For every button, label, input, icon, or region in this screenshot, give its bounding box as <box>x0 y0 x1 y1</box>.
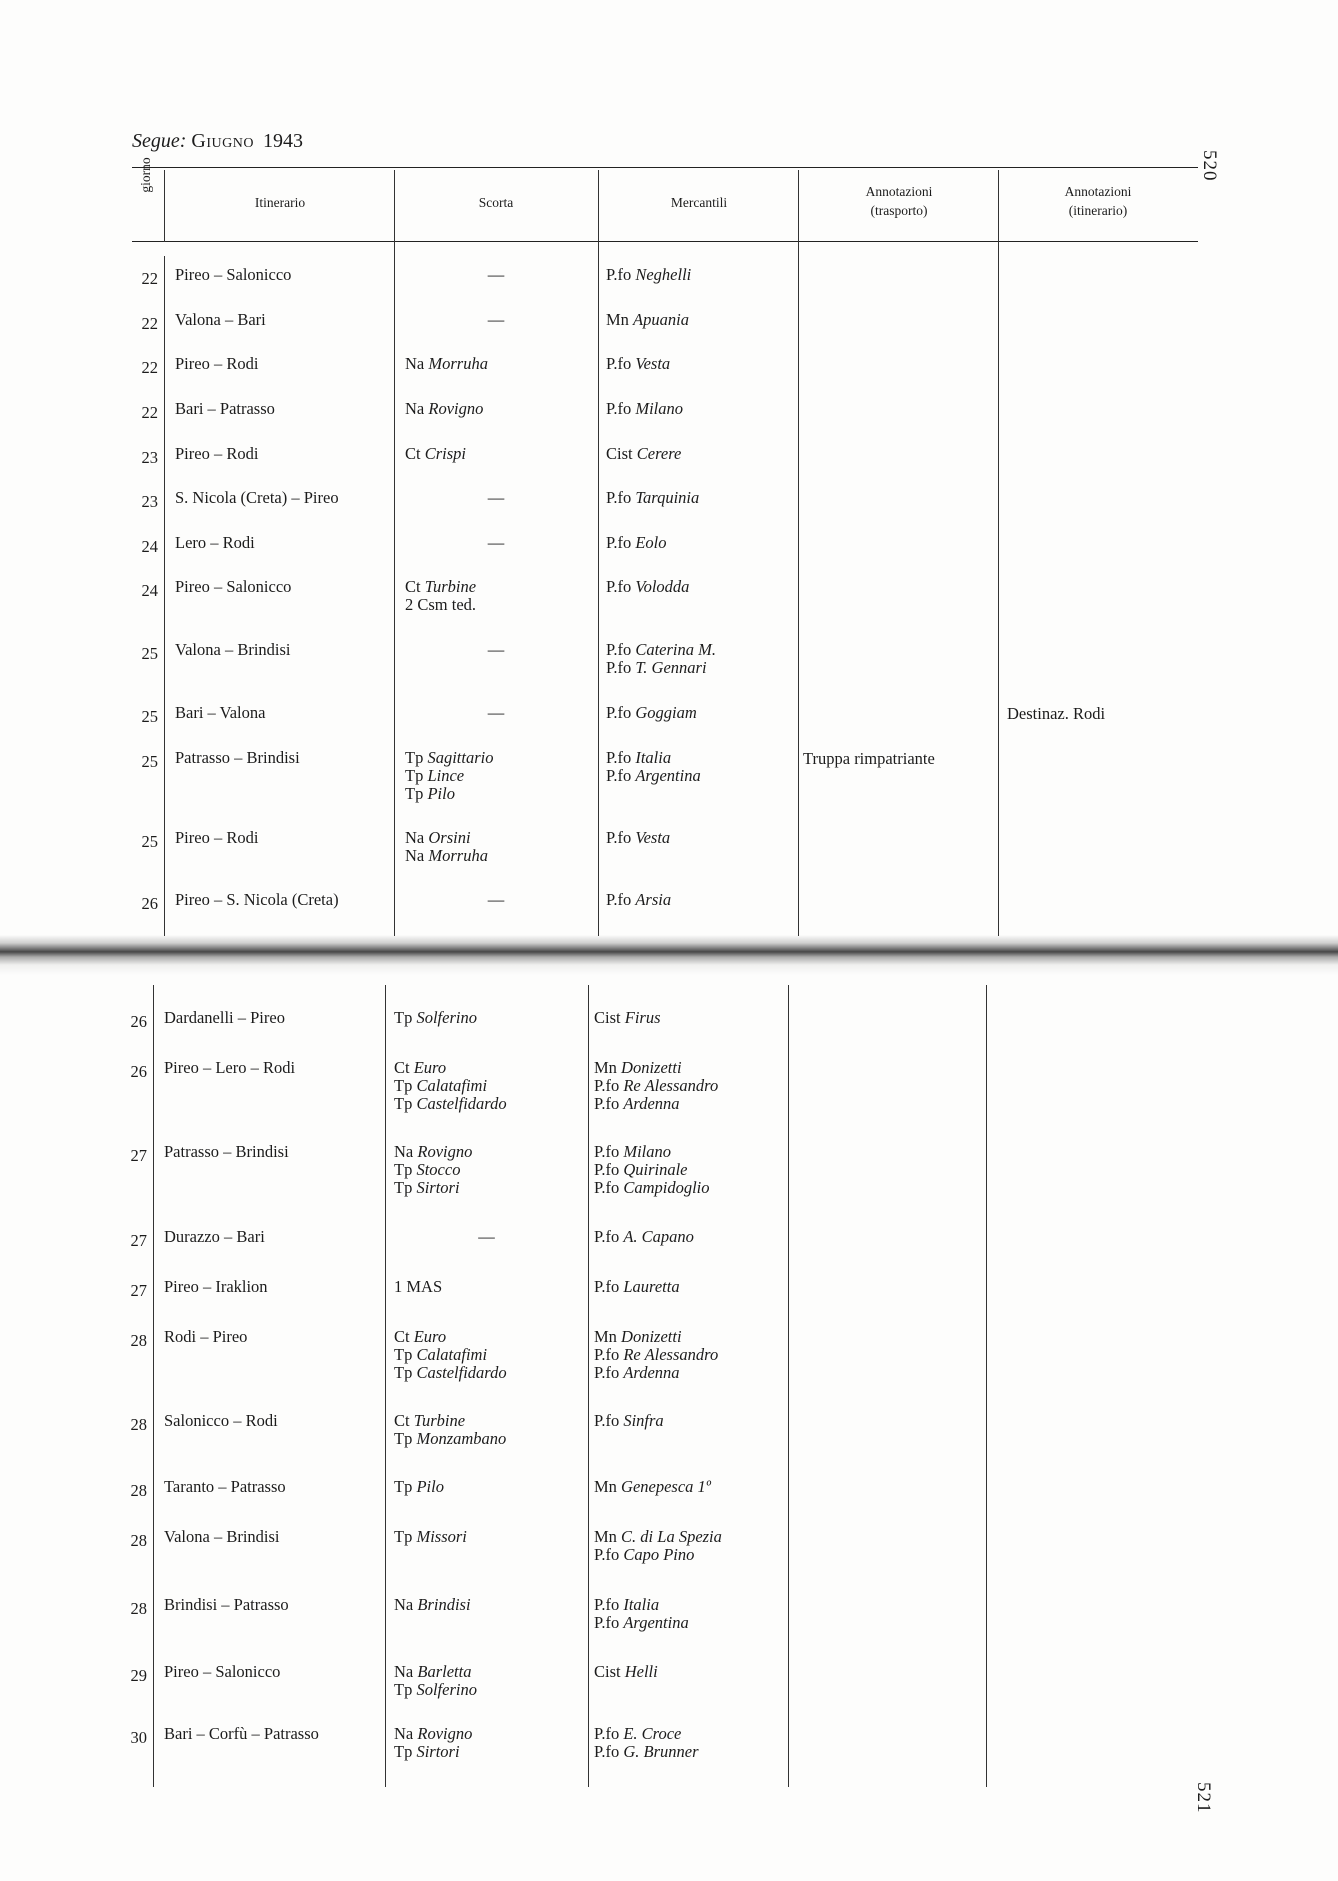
ship-name: Castelfidardo <box>416 1094 507 1113</box>
ship-type: Na <box>394 1724 414 1743</box>
ship-name: Re Alessandro <box>623 1345 719 1364</box>
ship-type: Mn <box>594 1477 617 1496</box>
ship-type: Tp <box>405 784 424 803</box>
row-day: 28 <box>130 1415 147 1434</box>
ship-name: Missori <box>416 1527 467 1546</box>
mercantile-line <box>606 266 691 284</box>
row-itinerario: Dardanelli – Pireo <box>164 1008 285 1027</box>
ship-type: Tp <box>394 1094 413 1113</box>
column-divider <box>588 985 589 1787</box>
scorta-line <box>405 578 476 596</box>
scorta-line <box>394 1663 471 1681</box>
ship-name: E. Croce <box>623 1724 682 1743</box>
ship-name: Campidoglio <box>623 1178 710 1197</box>
header-annotazioni-itinerario-line1: Annotazioni <box>1064 184 1132 199</box>
ship-type: P.fo <box>606 577 632 596</box>
ship-type: Tp <box>394 1429 413 1448</box>
ship-name: Barletta <box>417 1662 472 1681</box>
ship-type: Tp <box>394 1477 413 1496</box>
row-day: 23 <box>141 492 158 511</box>
scorta-line <box>405 355 488 373</box>
scorta-line <box>394 1095 507 1113</box>
row-itinerario: Rodi – Pireo <box>164 1327 248 1346</box>
ship-name: Turbine <box>413 1411 466 1430</box>
mercantile-line <box>594 1596 659 1614</box>
mercantile-line <box>594 1364 680 1382</box>
ship-type: P.fo <box>594 1613 620 1632</box>
header-scorta: Scorta <box>478 195 514 210</box>
ship-name: Volodda <box>635 577 690 596</box>
ship-type: Na <box>394 1142 414 1161</box>
column-divider <box>598 170 599 936</box>
scorta-line <box>394 1059 446 1077</box>
mercantile-line <box>594 1228 694 1246</box>
ship-name: Orsini <box>428 828 471 847</box>
mercantile-line <box>594 1743 699 1761</box>
row-day: 28 <box>130 1599 147 1618</box>
row-day: 27 <box>130 1231 147 1250</box>
ship-name: Milano <box>623 1142 672 1161</box>
scorta-line <box>405 847 488 865</box>
ship-name: Crispi <box>424 444 466 463</box>
scorta-line <box>405 749 493 767</box>
ship-name: Re Alessandro <box>623 1076 719 1095</box>
row-itinerario: Salonicco – Rodi <box>164 1411 278 1430</box>
scorta-line <box>394 1725 472 1743</box>
ship-type: P.fo <box>606 658 632 677</box>
row-day: 26 <box>130 1012 147 1031</box>
ship-name: Calatafimi <box>416 1345 488 1364</box>
mercantile-line <box>606 767 701 785</box>
ship-name: Capo Pino <box>623 1545 695 1564</box>
ship-name: Caterina M. <box>635 640 717 659</box>
ship-type: P.fo <box>606 533 632 552</box>
row-day: 22 <box>141 358 158 377</box>
ship-name: Pilo <box>416 1477 444 1496</box>
scorta-line <box>394 1743 460 1761</box>
empty-dash: — <box>487 640 505 659</box>
ship-name: Solferino <box>416 1008 477 1027</box>
scorta-line <box>394 1596 471 1614</box>
ship-type: Cist <box>594 1008 621 1027</box>
scorta-line <box>405 445 466 463</box>
scorta-line <box>394 1328 446 1346</box>
empty-dash: — <box>487 533 505 552</box>
row-day: 22 <box>141 403 158 422</box>
empty-dash: — <box>487 265 505 284</box>
scorta-line <box>394 1009 477 1027</box>
ship-name: Sirtori <box>416 1742 460 1761</box>
ship-type: Tp <box>394 1008 413 1027</box>
mercantile-line <box>606 355 670 373</box>
ship-name: G. Brunner <box>623 1742 699 1761</box>
ship-name: Calatafimi <box>416 1076 488 1095</box>
scorta-line <box>394 1364 507 1382</box>
ship-name: Turbine <box>424 577 477 596</box>
mercantile-line <box>594 1095 680 1113</box>
row-day: 25 <box>141 644 158 663</box>
column-divider <box>164 170 165 242</box>
header-itinerario: Itinerario <box>254 195 306 210</box>
ship-name: Pilo <box>427 784 455 803</box>
ship-name: Sirtori <box>416 1178 460 1197</box>
ship-name: Monzambano <box>416 1429 507 1448</box>
ship-name: C. di La Spezia <box>621 1527 722 1546</box>
ship-type: P.fo <box>606 354 632 373</box>
ship-type: P.fo <box>606 766 632 785</box>
ship-name: Donizetti <box>621 1327 682 1346</box>
row-day: 28 <box>130 1331 147 1350</box>
row-day: 28 <box>130 1481 147 1500</box>
ship-name: Euro <box>413 1327 447 1346</box>
ship-name: Brindisi <box>417 1595 471 1614</box>
row-itinerario: Bari – Valona <box>175 703 266 722</box>
mercantile-line <box>594 1059 682 1077</box>
ship-name: Argentina <box>635 766 701 785</box>
header-annotazioni-trasporto-line2: (trasporto) <box>870 203 928 218</box>
header-annotazioni-trasporto <box>800 182 998 220</box>
row-day: 24 <box>141 581 158 600</box>
page-number-top: 520 <box>1199 150 1220 182</box>
ship-type: Mn <box>594 1527 617 1546</box>
ship-type: Tp <box>405 748 424 767</box>
row-itinerario: Pireo – Salonicco <box>175 577 292 596</box>
header-mercantili: Mercantili <box>670 195 728 210</box>
ship-name: Goggiam <box>635 703 697 722</box>
mercantile-line <box>594 1663 658 1681</box>
row-itinerario: Valona – Bari <box>175 310 266 329</box>
mercantile-line <box>606 891 671 909</box>
mercantile-line <box>594 1143 671 1161</box>
scorta-line <box>405 829 471 847</box>
row-itinerario: Valona – Brindisi <box>164 1527 280 1546</box>
mercantile-line <box>606 749 671 767</box>
ship-name: Sinfra <box>623 1411 664 1430</box>
row-itinerario: Pireo – Rodi <box>175 354 259 373</box>
row-itinerario: Pireo – Salonicco <box>164 1662 281 1681</box>
scorta-line <box>394 1077 487 1095</box>
ship-name: Italia <box>635 748 672 767</box>
row-itinerario: Pireo – Rodi <box>175 444 259 463</box>
column-divider <box>153 985 154 1787</box>
empty-dash: — <box>487 703 505 722</box>
ship-name: Quirinale <box>623 1160 688 1179</box>
row-day: 25 <box>141 832 158 851</box>
mercantile-line <box>606 489 699 507</box>
ship-name: Castelfidardo <box>416 1363 507 1382</box>
ship-name: Donizetti <box>621 1058 682 1077</box>
row-itinerario: Patrasso – Brindisi <box>175 748 300 767</box>
row-itinerario: Bari – Corfù – Patrasso <box>164 1724 319 1743</box>
row-day: 25 <box>141 707 158 726</box>
scorta-line <box>405 596 476 614</box>
row-itinerario: Pireo – Lero – Rodi <box>164 1058 296 1077</box>
scorta-line <box>394 1681 477 1699</box>
row-itinerario: Lero – Rodi <box>175 533 255 552</box>
ship-type: Ct <box>394 1411 410 1430</box>
mercantile-line <box>594 1077 718 1095</box>
column-divider <box>164 256 165 936</box>
row-day: 30 <box>130 1728 147 1747</box>
ship-name: Ardenna <box>623 1363 680 1382</box>
ship-type: P.fo <box>594 1363 620 1382</box>
scorta-line <box>394 1430 506 1448</box>
row-itinerario: Taranto – Patrasso <box>164 1477 286 1496</box>
ship-type: P.fo <box>594 1178 620 1197</box>
ship-type: P.fo <box>594 1094 620 1113</box>
ship-type: P.fo <box>606 828 632 847</box>
ship-name: Vesta <box>635 828 671 847</box>
ship-name: Apuania <box>633 310 689 329</box>
mercantile-line <box>606 704 697 722</box>
ship-name: Eolo <box>635 533 667 552</box>
ship-name: Helli <box>624 1662 658 1681</box>
ship-type: Tp <box>394 1076 413 1095</box>
ship-type: P.fo <box>606 265 632 284</box>
ship-type: P.fo <box>606 748 632 767</box>
ship-type: 2 Csm ted. <box>405 595 477 614</box>
ship-type: Cist <box>606 444 633 463</box>
mercantile-line <box>594 1328 682 1346</box>
row-itinerario: S. Nicola (Creta) – Pireo <box>175 488 339 507</box>
ship-type: Tp <box>394 1363 413 1382</box>
ship-name: Milano <box>635 399 684 418</box>
mercantile-line <box>606 659 707 677</box>
ship-type: Tp <box>394 1527 413 1546</box>
mercantile-line <box>606 400 683 418</box>
ship-type: Tp <box>394 1178 413 1197</box>
mercantile-line <box>594 1278 680 1296</box>
ship-type: P.fo <box>606 703 632 722</box>
ship-type: Tp <box>394 1680 413 1699</box>
ship-type: Na <box>394 1662 414 1681</box>
scorta-line <box>405 767 464 785</box>
row-itinerario: Bari – Patrasso <box>175 399 275 418</box>
scorta-line <box>394 1346 487 1364</box>
mercantile-line <box>594 1179 710 1197</box>
ship-name: Firus <box>624 1008 661 1027</box>
ship-type: P.fo <box>606 488 632 507</box>
ship-name: Argentina <box>623 1613 689 1632</box>
ship-type: Tp <box>405 766 424 785</box>
ship-type: 1 MAS <box>394 1277 443 1296</box>
page-number-bottom: 521 <box>1193 1782 1214 1814</box>
scorta-line <box>394 1143 472 1161</box>
ship-type: Ct <box>394 1058 410 1077</box>
mercantile-line <box>594 1725 681 1743</box>
row-day: 26 <box>130 1062 147 1081</box>
ship-type: P.fo <box>594 1595 620 1614</box>
ship-name: Lauretta <box>623 1277 680 1296</box>
ship-name: Italia <box>623 1595 660 1614</box>
row-itinerario: Patrasso – Brindisi <box>164 1142 289 1161</box>
ship-type: P.fo <box>594 1724 620 1743</box>
row-itinerario: Valona – Brindisi <box>175 640 291 659</box>
ship-type: Na <box>394 1595 414 1614</box>
ship-type: Na <box>405 846 425 865</box>
ship-type: Ct <box>405 444 421 463</box>
header-giorno: giorno <box>138 157 153 193</box>
ship-name: A. Capano <box>623 1227 694 1246</box>
empty-dash: — <box>487 890 505 909</box>
ship-type: Mn <box>606 310 629 329</box>
row-itinerario: Brindisi – Patrasso <box>164 1595 289 1614</box>
ship-name: T. Gennari <box>635 658 707 677</box>
ship-name: Morruha <box>428 354 488 373</box>
row-day: 23 <box>141 448 158 467</box>
ship-type: Na <box>405 828 425 847</box>
ship-name: Rovigno <box>428 399 484 418</box>
row-day: 22 <box>141 314 158 333</box>
header-annotazioni-itinerario <box>998 182 1198 220</box>
ship-type: Ct <box>394 1327 410 1346</box>
column-divider <box>798 170 799 936</box>
heading-segue: Segue: <box>132 130 187 152</box>
ship-type: P.fo <box>594 1142 620 1161</box>
column-divider <box>394 170 395 936</box>
ship-type: Tp <box>394 1742 413 1761</box>
empty-dash: — <box>478 1227 495 1246</box>
scorta-line <box>405 400 483 418</box>
heading-month: Giugno <box>191 130 254 152</box>
row-itinerario: Pireo – Rodi <box>175 828 259 847</box>
ship-type: Tp <box>394 1345 413 1364</box>
row-day: 28 <box>130 1531 147 1550</box>
column-divider <box>998 170 999 936</box>
row-day: 22 <box>141 269 158 288</box>
ship-name: Rovigno <box>417 1724 473 1743</box>
mercantile-line <box>606 641 716 659</box>
scorta-line <box>394 1412 465 1430</box>
column-divider <box>788 985 789 1787</box>
ship-type: P.fo <box>594 1160 620 1179</box>
row-itinerario: Pireo – Salonicco <box>175 265 292 284</box>
heading-year: 1943 <box>262 130 303 152</box>
mercantile-line <box>606 829 670 847</box>
empty-dash: — <box>487 488 505 507</box>
ship-name: Tarquinia <box>635 488 700 507</box>
row-day: 26 <box>141 894 158 913</box>
ship-type: Ct <box>405 577 421 596</box>
mercantile-line <box>594 1614 689 1632</box>
scorta-line <box>394 1278 442 1296</box>
ship-name: Morruha <box>428 846 488 865</box>
row-day: 27 <box>130 1146 147 1165</box>
column-divider <box>385 985 386 1787</box>
row-itinerario: Pireo – Iraklion <box>164 1277 268 1296</box>
ship-name: Rovigno <box>417 1142 473 1161</box>
ship-name: Arsia <box>635 890 672 909</box>
scorta-line <box>394 1161 460 1179</box>
header-bottom-rule <box>132 241 1198 242</box>
scorta-line <box>394 1179 460 1197</box>
ship-type: P.fo <box>606 640 632 659</box>
ship-type: P.fo <box>594 1076 620 1095</box>
ship-name: Cerere <box>636 444 682 463</box>
empty-dash: — <box>487 310 505 329</box>
row-day: 25 <box>141 752 158 771</box>
scorta-line <box>405 785 455 803</box>
ship-type: Mn <box>594 1327 617 1346</box>
page-fold <box>0 935 1338 975</box>
header-annotazioni-itinerario-line2: (itinerario) <box>1068 203 1128 218</box>
mercantile-line <box>606 578 689 596</box>
mercantile-line <box>606 445 681 463</box>
annotazione-trasporto: Truppa rimpatriante <box>803 749 935 768</box>
scorta-line <box>394 1528 467 1546</box>
ship-name: Neghelli <box>635 265 692 284</box>
row-day: 27 <box>130 1281 147 1300</box>
mercantile-line <box>606 534 667 552</box>
mercantile-line <box>594 1009 661 1027</box>
ship-name: Stocco <box>416 1160 461 1179</box>
ship-type: P.fo <box>606 890 632 909</box>
ship-type: P.fo <box>594 1227 620 1246</box>
ship-name: Euro <box>413 1058 447 1077</box>
ship-type: P.fo <box>594 1742 620 1761</box>
mercantile-line <box>594 1528 722 1546</box>
mercantile-line <box>594 1546 694 1564</box>
ship-type: P.fo <box>594 1345 620 1364</box>
ship-type: Cist <box>594 1662 621 1681</box>
ship-type: P.fo <box>594 1277 620 1296</box>
ship-name: Vesta <box>635 354 671 373</box>
mercantile-line <box>594 1346 718 1364</box>
mercantile-line <box>594 1412 664 1430</box>
ship-type: P.fo <box>594 1411 620 1430</box>
ship-name: Genepesca 1º <box>621 1477 711 1496</box>
ship-type: Na <box>405 399 425 418</box>
row-itinerario: Durazzo – Bari <box>164 1227 265 1246</box>
ship-type: Mn <box>594 1058 617 1077</box>
column-divider <box>986 985 987 1787</box>
scorta-line <box>394 1478 444 1496</box>
row-day: 29 <box>130 1666 147 1685</box>
ship-name: Lince <box>427 766 465 785</box>
page-heading <box>132 130 303 153</box>
ship-name: Sagittario <box>427 748 494 767</box>
row-day: 24 <box>141 537 158 556</box>
mercantile-line <box>594 1161 688 1179</box>
header-top-rule <box>132 167 1198 168</box>
header-annotazioni-trasporto-line1: Annotazioni <box>865 184 933 199</box>
ship-name: Solferino <box>416 1680 477 1699</box>
mercantile-line <box>606 311 689 329</box>
ship-type: Tp <box>394 1160 413 1179</box>
ship-name: Ardenna <box>623 1094 680 1113</box>
ship-type: P.fo <box>594 1545 620 1564</box>
annotazione-itinerario: Destinaz. Rodi <box>1007 704 1106 723</box>
mercantile-line <box>594 1478 711 1496</box>
ship-type: P.fo <box>606 399 632 418</box>
ship-type: Na <box>405 354 425 373</box>
row-itinerario: Pireo – S. Nicola (Creta) <box>175 890 339 909</box>
